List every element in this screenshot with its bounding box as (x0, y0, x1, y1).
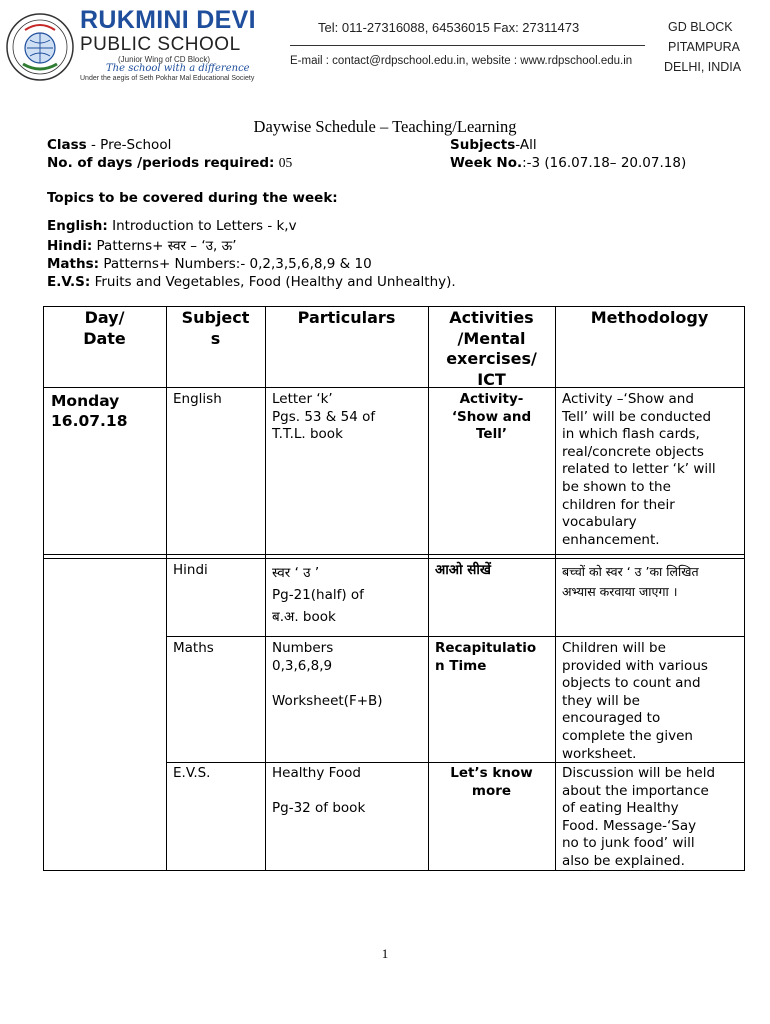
week-label: Week No. (450, 155, 523, 171)
particulars-line: T.T.L. book (272, 426, 343, 443)
methodology-line: Tell’ will be conducted (562, 408, 712, 425)
methodology-line: बच्चों को स्वर ‘ उ ’का लिखित (562, 564, 699, 579)
table-border (43, 306, 745, 307)
day-name: Monday (51, 392, 120, 410)
methodology-cell (562, 562, 699, 602)
document-title: Daywise Schedule – Teaching/Learning (253, 117, 517, 136)
methodology-line: अभ्यास करवाया जाएगा । (562, 584, 678, 599)
topic-english (47, 218, 297, 234)
activity-cell (428, 765, 555, 800)
table-border (265, 306, 266, 871)
days-value: 05 (278, 155, 293, 170)
header-particulars (265, 308, 428, 329)
class-value: - Pre-School (86, 137, 172, 153)
subject-cell: Maths (173, 640, 214, 656)
header-methodology (555, 308, 744, 329)
methodology-line: they will be (562, 692, 640, 709)
header-subjects (166, 308, 265, 349)
topic-text: Patterns+ Numbers:- 0,2,3,5,6,8,9 & 10 (99, 256, 372, 272)
topic-text: Introduction to Letters - k,v (107, 218, 297, 234)
particulars-line: ब.अ. book (272, 609, 336, 625)
methodology-cell (562, 391, 716, 549)
header-line: Day/ (84, 308, 125, 327)
methodology-line: enhancement. (562, 531, 660, 548)
subjects-info (450, 137, 537, 153)
particulars-cell (272, 562, 364, 628)
particulars-line: Pg-32 of book (272, 800, 366, 817)
activity-line: आओ सीखें (435, 562, 491, 578)
letterhead (0, 0, 770, 90)
days-info (47, 155, 292, 171)
contact-email-website: E-mail : contact@rdpschool.edu.in, website : www.rdpschool.edu.in (290, 55, 633, 67)
aegis-note: Under the aegis of Seth Pokhar Mal Educational Society (80, 75, 255, 82)
particulars-line: Healthy Food (272, 765, 361, 781)
table-border (166, 636, 745, 637)
address-line: PITAMPURA (668, 40, 740, 54)
methodology-cell (562, 765, 715, 871)
header-line: exercises/ (446, 349, 537, 368)
subject-cell: E.V.S. (173, 765, 211, 781)
methodology-line: also be explained. (562, 852, 685, 869)
school-name: RUKMINI DEVI (80, 6, 256, 34)
week-info (450, 155, 686, 171)
subjects-value: -All (515, 137, 537, 153)
table-border (744, 306, 745, 871)
methodology-line: Food. Message-‘Say (562, 817, 697, 834)
school-subtitle: PUBLIC SCHOOL (80, 34, 241, 55)
topic-label: English: (47, 218, 108, 234)
header-line: Activities (449, 308, 534, 327)
subject-cell: Hindi (173, 562, 208, 578)
table-border (43, 387, 745, 388)
header-line: ICT (477, 369, 506, 389)
methodology-line: Activity –‘Show and (562, 391, 694, 407)
activity-cell (435, 640, 536, 675)
topic-maths (47, 256, 372, 272)
activity-line: Let’s know (450, 765, 533, 781)
table-border (166, 306, 167, 871)
activity-line: more (471, 782, 512, 799)
header-activities (428, 308, 555, 390)
table-border (555, 306, 556, 871)
methodology-line: real/concrete objects (562, 443, 704, 460)
particulars-line: Pgs. 53 & 54 of (272, 408, 376, 425)
address-line: DELHI, INDIA (664, 60, 742, 74)
particulars-line: Pg-21(half) of (272, 587, 364, 603)
methodology-line: vocabulary (562, 514, 637, 531)
subjects-label: Subjects (450, 137, 516, 153)
methodology-line: provided with various (562, 657, 708, 674)
header-line: s (210, 328, 221, 348)
methodology-line: no to junk food’ will (562, 835, 695, 852)
particulars-cell (272, 640, 383, 710)
header-day-date (43, 308, 166, 349)
activity-line: Activity- (459, 391, 524, 407)
junior-wing-note: (Junior Wing of CD Block) (118, 55, 211, 64)
methodology-cell (562, 640, 708, 763)
class-label: Class (47, 137, 87, 153)
particulars-cell (272, 765, 365, 818)
table-border (43, 554, 745, 555)
topics-heading: Topics to be covered during the week: (47, 190, 338, 206)
day-date: 16.07.18 (51, 411, 128, 430)
methodology-line: children for their (562, 496, 675, 513)
schedule-table (43, 306, 745, 871)
topic-text: Fruits and Vegetables, Food (Healthy and Unhealthy). (90, 274, 456, 290)
header-line: Subject (181, 308, 250, 327)
particulars-cell (272, 391, 375, 444)
header-line: Methodology (590, 308, 709, 327)
methodology-line: about the importance (562, 782, 709, 799)
activity-line: Recapitulatio (435, 640, 537, 656)
activity-line: Tell’ (476, 426, 507, 443)
week-value: :-3 (16.07.18– 20.07.18) (522, 155, 687, 171)
topic-label: E.V.S: (47, 274, 91, 290)
activity-cell (435, 562, 491, 580)
particulars-line: Letter ‘k’ (272, 391, 333, 407)
topic-label: Hindi: (47, 238, 93, 254)
school-logo-icon (5, 12, 75, 82)
class-info (47, 137, 171, 153)
activity-line: n Time (435, 657, 487, 674)
contact-telephone: Tel: 011-27316088, 64536015 Fax: 27311473 (318, 20, 580, 35)
methodology-line: Children will be (562, 640, 666, 656)
topic-text: Patterns+ स्वर – ‘उ, ऊ’ (92, 238, 237, 254)
methodology-line: complete the given (562, 727, 693, 744)
activity-cell (428, 391, 555, 444)
particulars-line: Numbers (272, 640, 334, 656)
topic-label: Maths: (47, 256, 100, 272)
methodology-line: objects to count and (562, 675, 701, 692)
particulars-line: Worksheet(F+B) (272, 692, 383, 709)
activity-line: ‘Show and (451, 408, 532, 425)
particulars-line: स्वर ‘ उ ’ (272, 565, 320, 581)
particulars-line: 0,3,6,8,9 (272, 657, 333, 674)
methodology-line: encouraged to (562, 710, 661, 727)
letterhead-divider (290, 45, 645, 46)
methodology-line: Discussion will be held (562, 765, 716, 781)
school-tagline: The school with a difference (106, 63, 250, 74)
table-border (43, 306, 44, 871)
day-date-cell (51, 392, 128, 431)
address-line: GD BLOCK (668, 20, 733, 34)
table-border (43, 558, 745, 559)
methodology-line: in which flash cards, (562, 426, 700, 443)
methodology-line: be shown to the (562, 478, 671, 495)
topic-hindi (47, 236, 237, 254)
methodology-line: of eating Healthy (562, 800, 679, 817)
subject-cell: English (173, 391, 222, 407)
methodology-line: related to letter ‘k’ will (562, 461, 716, 478)
page-number: 1 (381, 946, 389, 961)
topic-evs (47, 274, 456, 290)
days-label: No. of days /periods required: (47, 155, 275, 171)
header-line: /Mental (457, 328, 526, 348)
header-line: Date (83, 328, 126, 348)
methodology-line: worksheet. (562, 745, 637, 762)
header-line: Particulars (297, 308, 396, 327)
